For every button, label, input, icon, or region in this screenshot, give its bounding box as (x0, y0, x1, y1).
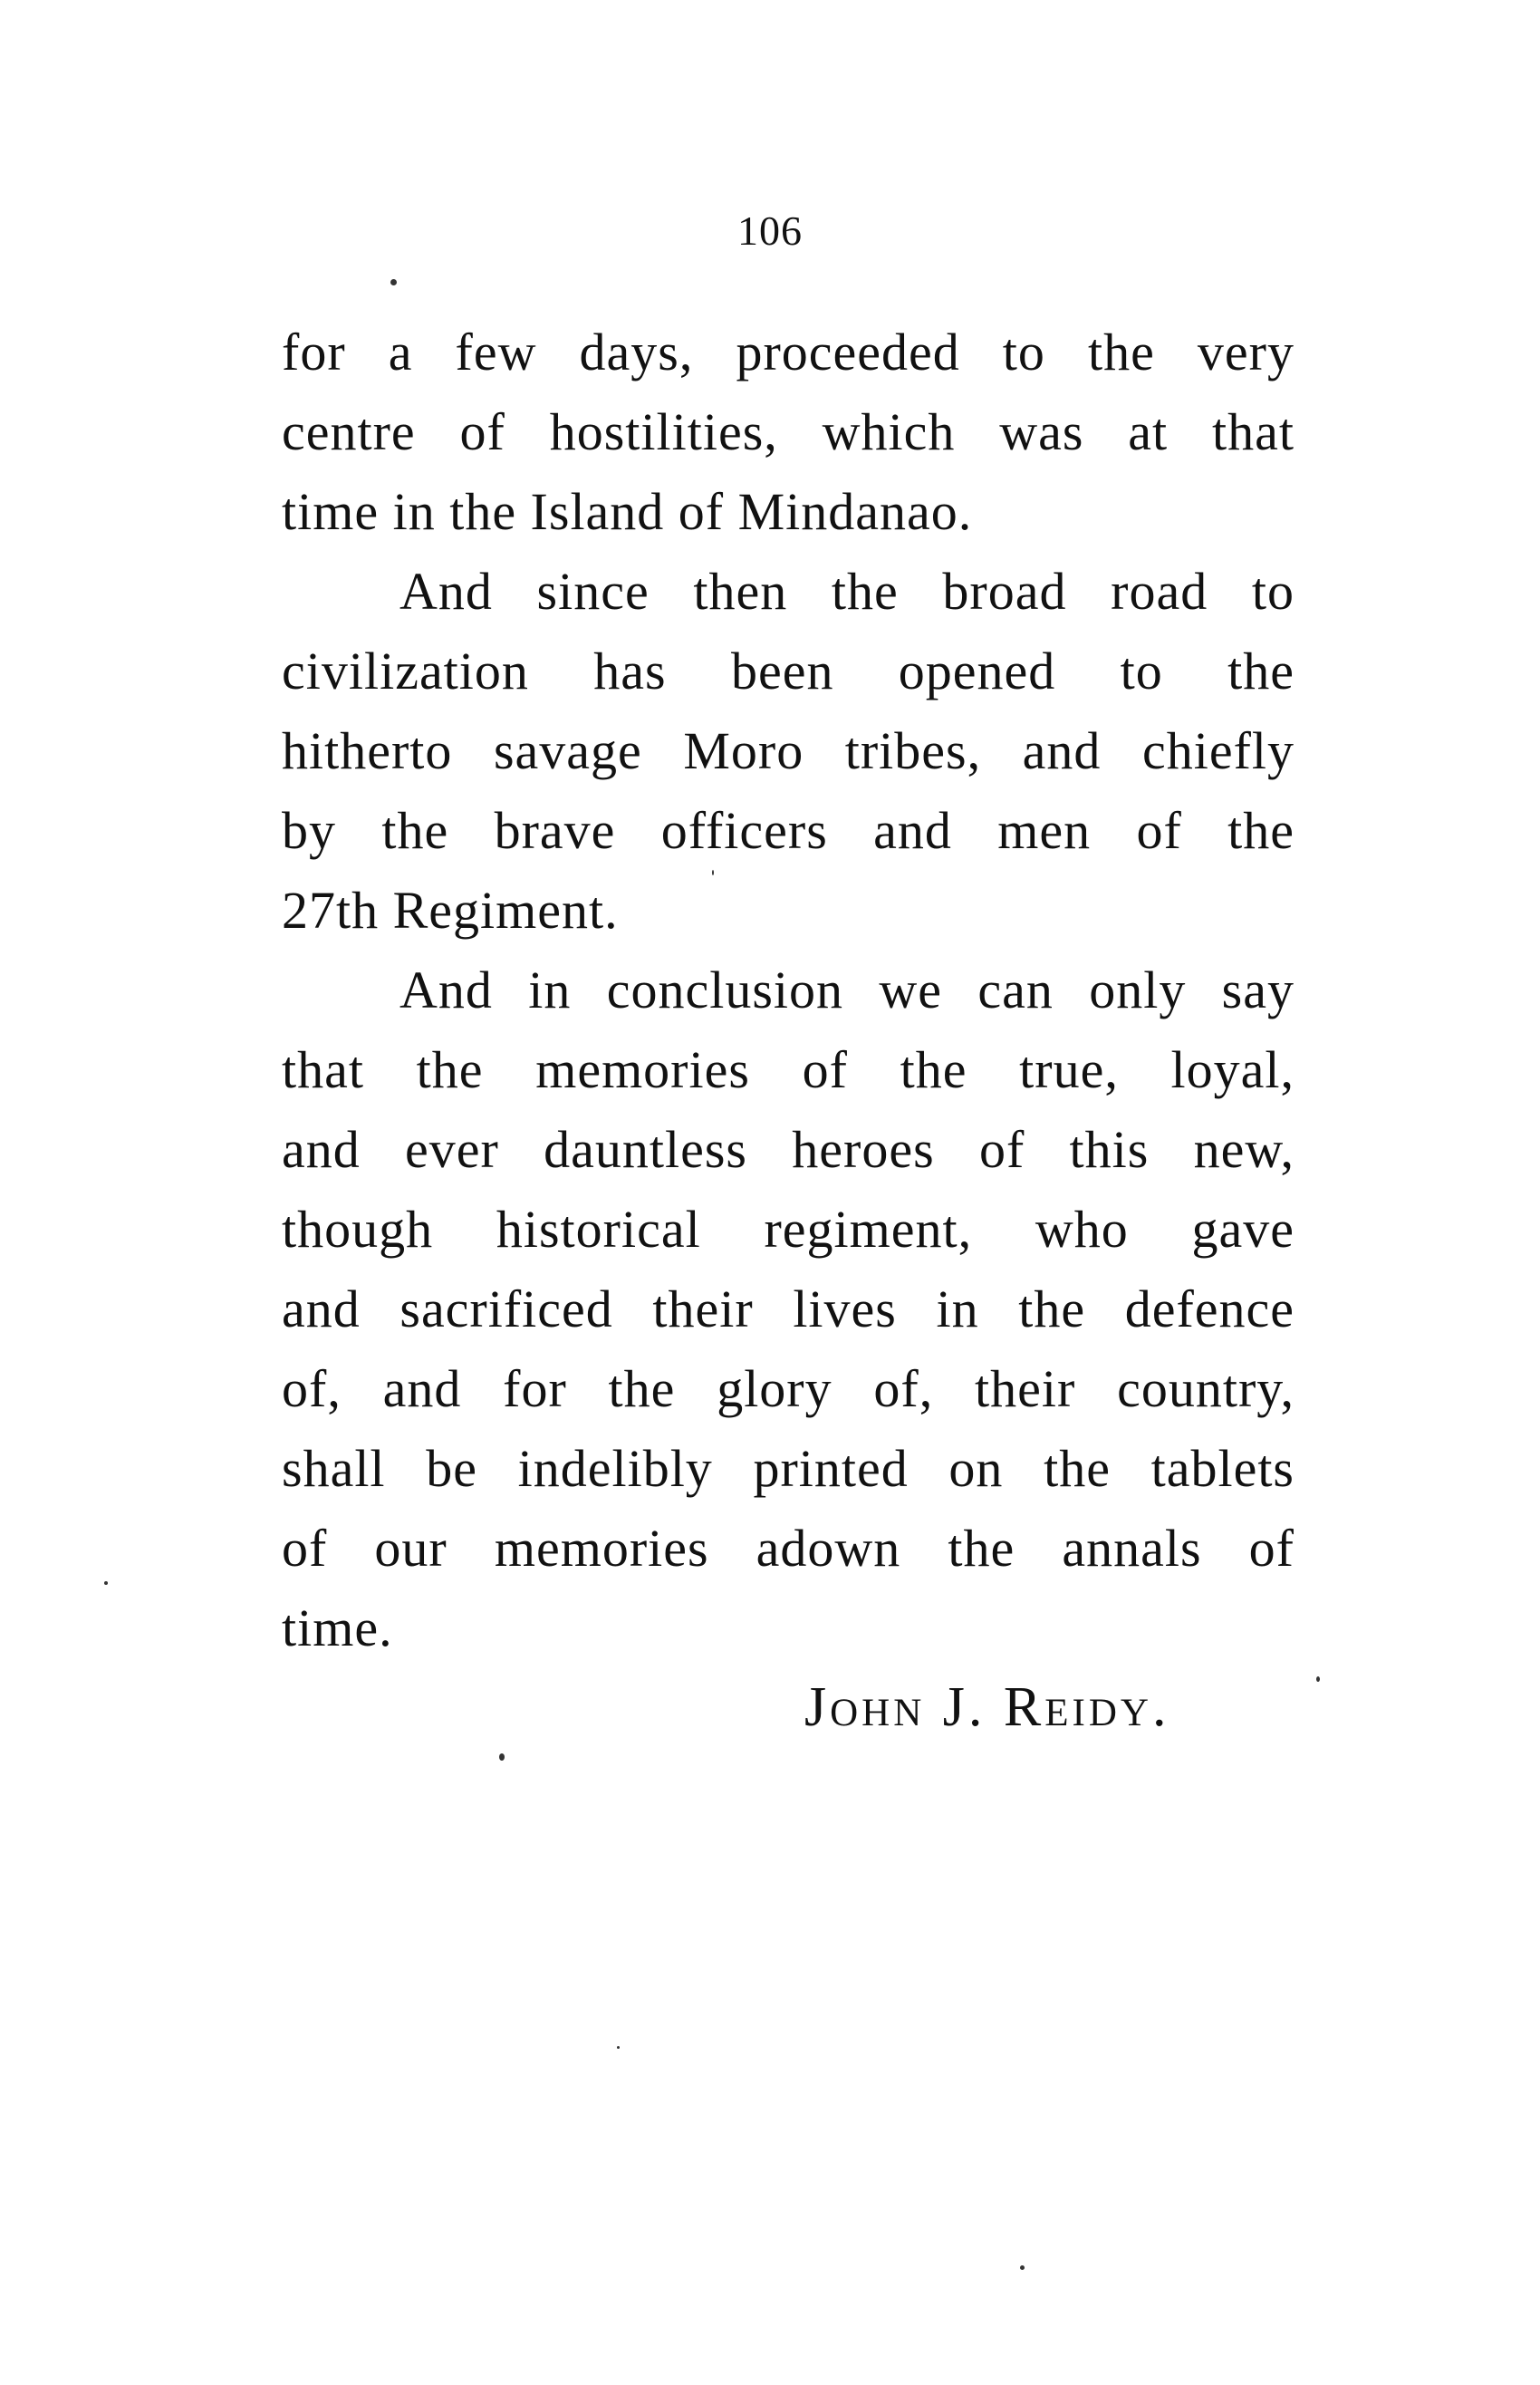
text-line: time in the Island of Mindanao. (282, 482, 973, 541)
print-speck (1316, 1676, 1320, 1682)
body-text (282, 313, 1295, 1668)
text-line: 27th Regiment. (282, 881, 619, 940)
text-line: hitherto savage Moro tribes, and chiefly (282, 721, 1295, 780)
author-signature: John J. Reidy. (804, 1676, 1170, 1738)
text-line: of our memories adown the annals of (282, 1519, 1295, 1578)
print-speck (712, 870, 714, 875)
text-line: of, and for the glory of, their country, (282, 1359, 1295, 1418)
print-speck (617, 2046, 620, 2049)
text-line: shall be indelibly printed on the tablets (282, 1439, 1295, 1498)
text-line: though historical regiment, who gave (282, 1200, 1295, 1259)
text-line: And since then the broad road to (399, 562, 1295, 621)
print-speck (1020, 2265, 1025, 2270)
print-speck (499, 1753, 505, 1761)
text-line: and ever dauntless heroes of this new, (282, 1120, 1295, 1179)
text-line: time. (282, 1598, 393, 1657)
text-line: that the memories of the true, loyal, (282, 1040, 1295, 1099)
page-number: 106 (737, 208, 803, 254)
text-line: centre of hostilities, which was at that (282, 402, 1295, 461)
text-line: And in conclusion we can only say (399, 961, 1295, 1019)
text-line: and sacrificed their lives in the defence (282, 1279, 1295, 1338)
text-line: civilization has been opened to the (282, 642, 1295, 700)
print-speck (390, 279, 397, 285)
print-speck (104, 1581, 108, 1585)
text-line: for a few days, proceeded to the very (282, 323, 1295, 381)
text-line: by the brave officers and men of the (282, 801, 1295, 860)
